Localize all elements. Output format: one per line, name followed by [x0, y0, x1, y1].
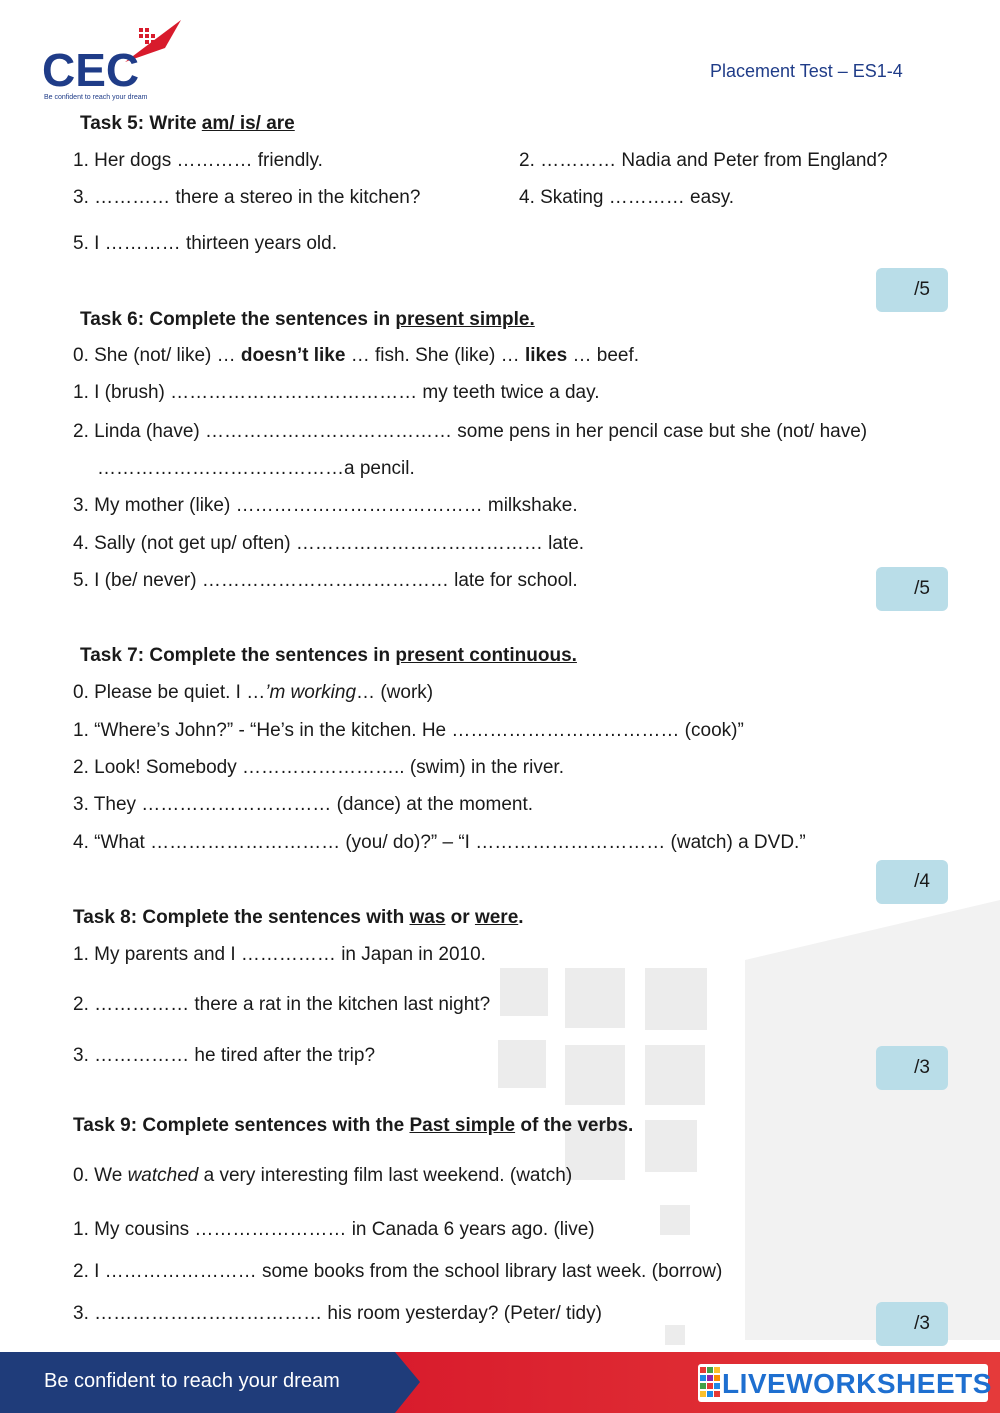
task7-q4: 4. “What ………………………… (you/ do)?” – “I ………………………… (watch) a DVD.”	[73, 832, 806, 853]
task6-q3: 3. My mother (like) ………………………………… milkshake.	[73, 495, 578, 516]
task7-score-box: /4	[876, 860, 948, 904]
task8-heading: Task 8: Complete the sentences with was or were.	[73, 907, 524, 928]
task5-heading: Task 5: Write am/ is/ are	[80, 113, 295, 134]
task7-q1: 1. “Where’s John?” - “He’s in the kitchen. He ……………………………… (cook)”	[73, 720, 744, 741]
logo-text: CEC	[42, 44, 140, 96]
task7-q0: 0. Please be quiet. I …’m working… (work)	[73, 682, 434, 703]
task8-q3: 3. …………… he tired after the trip?	[73, 1045, 376, 1066]
task5-q2: 2. ………… Nadia and Peter from England?	[519, 150, 888, 171]
task6-q0: 0. She (not/ like) … doesn’t like … fish. She (like) … likes … beef.	[73, 345, 640, 366]
task9-q1: 1. My cousins …………………… in Canada 6 years ago. (live)	[73, 1219, 595, 1240]
task8-q1: 1. My parents and I …………… in Japan in 2010.	[73, 944, 486, 965]
task7-q3: 3. They ………………………… (dance) at the moment.	[73, 794, 534, 815]
task6-score-box: /5	[876, 567, 948, 611]
logo	[40, 18, 200, 104]
task5-score-box: /5	[876, 268, 948, 312]
liveworksheets-brand[interactable]: LIVEWORKSHEETS	[722, 1368, 992, 1399]
footer-slogan: Be confident to reach your dream	[44, 1370, 340, 1392]
task5-q5: 5. I ………… thirteen years old.	[73, 233, 337, 254]
task7-q2: 2. Look! Somebody …………………….. (swim) in the river.	[73, 757, 564, 778]
task6-q1: 1. I (brush) ………………………………… my teeth twice a day.	[73, 382, 600, 403]
task9-q2: 2. I …………………… some books from the school library last week. (borrow)	[73, 1261, 723, 1282]
task7-heading: Task 7: Complete the sentences in present continuous.	[80, 645, 577, 666]
test-title: Placement Test – ES1-4	[710, 61, 903, 81]
task6-q5: 5. I (be/ never) ………………………………… late for school.	[73, 570, 578, 591]
task5-q4: 4. Skating ………… easy.	[519, 187, 735, 208]
task5-q1: 1. Her dogs ………… friendly.	[73, 150, 323, 171]
task9-q3: 3. ……………………………… his room yesterday? (Peter/ tidy)	[73, 1303, 602, 1324]
footer-banner	[0, 1352, 1000, 1413]
task8-score-box: /3	[876, 1046, 948, 1090]
task9-score-box: /3	[876, 1302, 948, 1346]
task5-q3: 3. ………… there a stereo in the kitchen?	[73, 187, 421, 208]
liveworksheets-logo-icon	[700, 1367, 720, 1397]
task9-q0: 0. We watched a very interesting film last weekend. (watch)	[73, 1165, 573, 1186]
task9-heading: Task 9: Complete sentences with the Past simple of the verbs.	[73, 1115, 634, 1136]
task8-q2: 2. …………… there a rat in the kitchen last night?	[73, 994, 491, 1015]
task6-q4: 4. Sally (not get up/ often) ………………………………… late.	[73, 533, 585, 554]
task6-q2-line2: …………………………………a pencil.	[97, 458, 415, 479]
task6-q2-line1: 2. Linda (have) ………………………………… some pens in her pencil case but she (not/ have)	[73, 421, 868, 442]
logo-tagline: Be confident to reach your dream	[44, 94, 148, 101]
task6-heading: Task 6: Complete the sentences in present simple.	[80, 309, 535, 330]
